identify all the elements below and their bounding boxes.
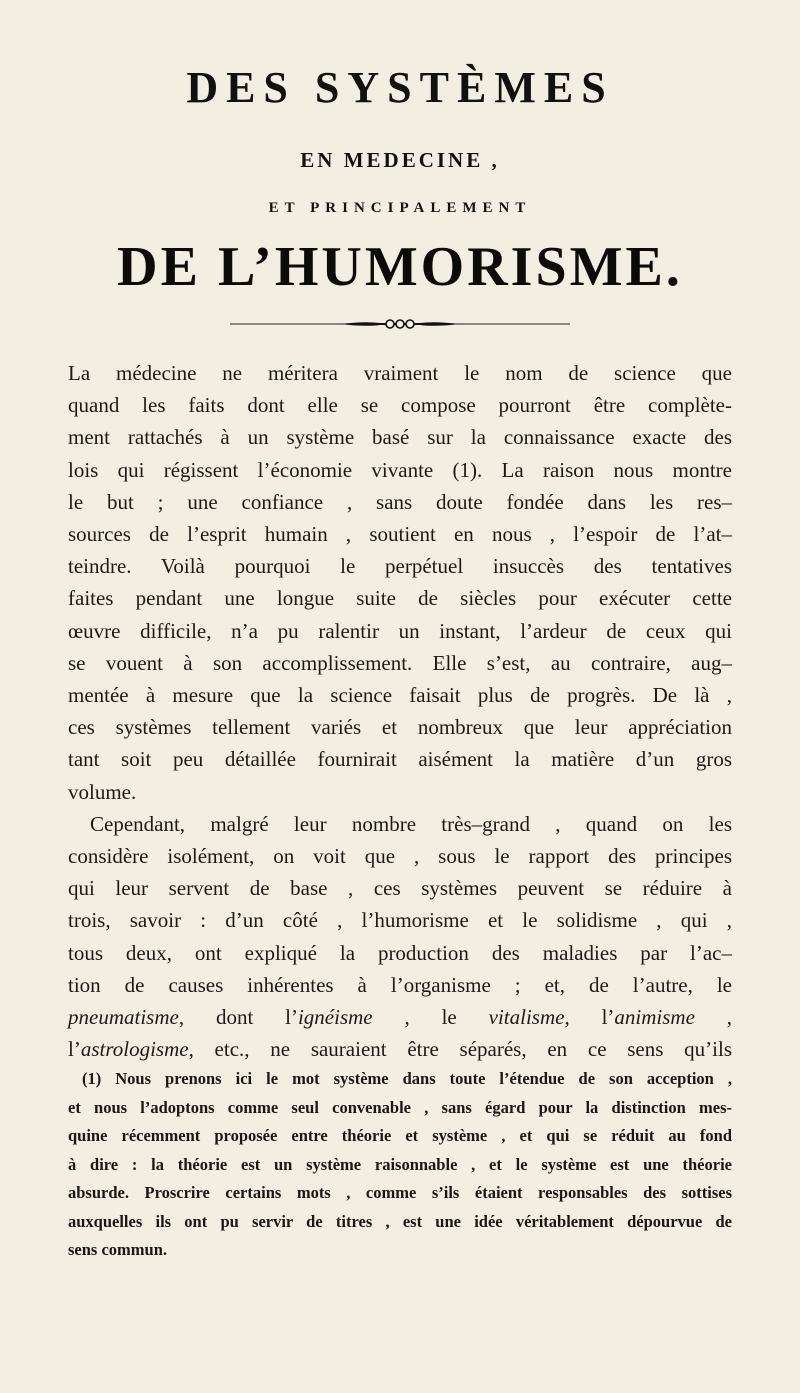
body-line: volume. [68, 779, 137, 804]
footnote-line: auxquelles ils ont pu servir de titres , est une idée véritablement dépourvue de [68, 1211, 732, 1231]
title-en-medecine: EN MEDECINE , [300, 148, 500, 172]
footnote-line: sens commun. [68, 1240, 168, 1259]
term-astrologisme: astrologisme [80, 1037, 189, 1062]
body-text [68, 357, 732, 1065]
footnote-line: à dire : la théorie est un système raisonnable , et le système est une théorie [68, 1154, 732, 1174]
body-line: ment rattachés à un système basé sur la connaissance exacte des [68, 425, 732, 450]
title-de-lhumorisme: DE L’HUMORISME. [117, 236, 683, 298]
body-line: sources de l’esprit humain , soutient en nous , l’espoir de l’at– [68, 522, 732, 547]
body-line: Cependant, malgré leur nombre très–grand , quand on les [90, 811, 732, 836]
body-line: faites pendant une longue suite de siècles pour exécuter cette [68, 586, 732, 611]
body-line: tion de causes inhérentes à l’organisme ; et, de l’autre, le [68, 972, 732, 997]
body-line: teindre. Voilà pourquoi le perpétuel insuccès des tentatives [68, 554, 732, 579]
term-igneisme: ignéisme [297, 1005, 373, 1030]
footnote [68, 1065, 732, 1265]
body-line: tous deux, ont expliqué la production des maladies par l’ac– [68, 940, 732, 965]
footnote-line: (1) Nous prenons ici le mot système dans toute l’étendue de son acception , [82, 1069, 732, 1088]
body-line: La médecine ne méritera vraiment le nom de science que [68, 361, 732, 385]
body-line-italic-terms: pneumatisme, dont l’ignéisme , le vitalisme, l’animisme , [68, 1005, 733, 1030]
term-animisme: animisme [614, 1005, 695, 1030]
body-line-italic-terms: l’astrologisme, etc., ne sauraient être séparés, en ce sens qu’ils [68, 1037, 732, 1062]
footnote-line: absurde. Proscrire certains mots , comme s’ils étaient responsables des sottises [68, 1183, 732, 1202]
footnote-line: quine récemment proposée entre théorie et système , et qui se réduit au fond [68, 1126, 732, 1145]
title-et-principalement: ET PRINCIPALEMENT [268, 200, 532, 216]
body-line: trois, savoir : d’un côté , l’humorisme et le solidisme , qui , [68, 908, 732, 933]
body-line: œuvre difficile, n’a pu ralentir un instant, l’ardeur de ceux qui [68, 618, 732, 643]
body-line: mentée à mesure que la science faisait plus de progrès. De là , [68, 683, 732, 708]
title-des-systemes: DES SYSTÈMES [186, 63, 614, 112]
ornament-divider-icon [230, 318, 570, 330]
term-vitalisme: vitalisme [488, 1005, 565, 1030]
body-line: quand les faits dont elle se compose pourront être complète- [68, 393, 732, 418]
footnote-line: et nous l’adoptons comme seul convenable , sans égard pour la distinction mes- [68, 1097, 732, 1117]
body-line: considère isolément, on voit que , sous le rapport des principes [68, 844, 732, 869]
body-line: ces systèmes tellement variés et nombreux que leur appréciation [68, 715, 732, 740]
term-pneumatisme: pneumatisme [68, 1005, 179, 1030]
body-line: tant soit peu détaillée fournirait aisément la matière d’un gros [68, 747, 732, 772]
body-line: se vouent à son accomplissement. Elle s’est, au contraire, aug– [68, 650, 732, 675]
body-line: qui leur servent de base , ces systèmes peuvent se réduire à [68, 876, 732, 901]
body-line: lois qui régissent l’économie vivante (1). La raison nous montre [68, 457, 732, 482]
body-line: le but ; une confiance , sans doute fondée dans les res– [68, 489, 732, 514]
